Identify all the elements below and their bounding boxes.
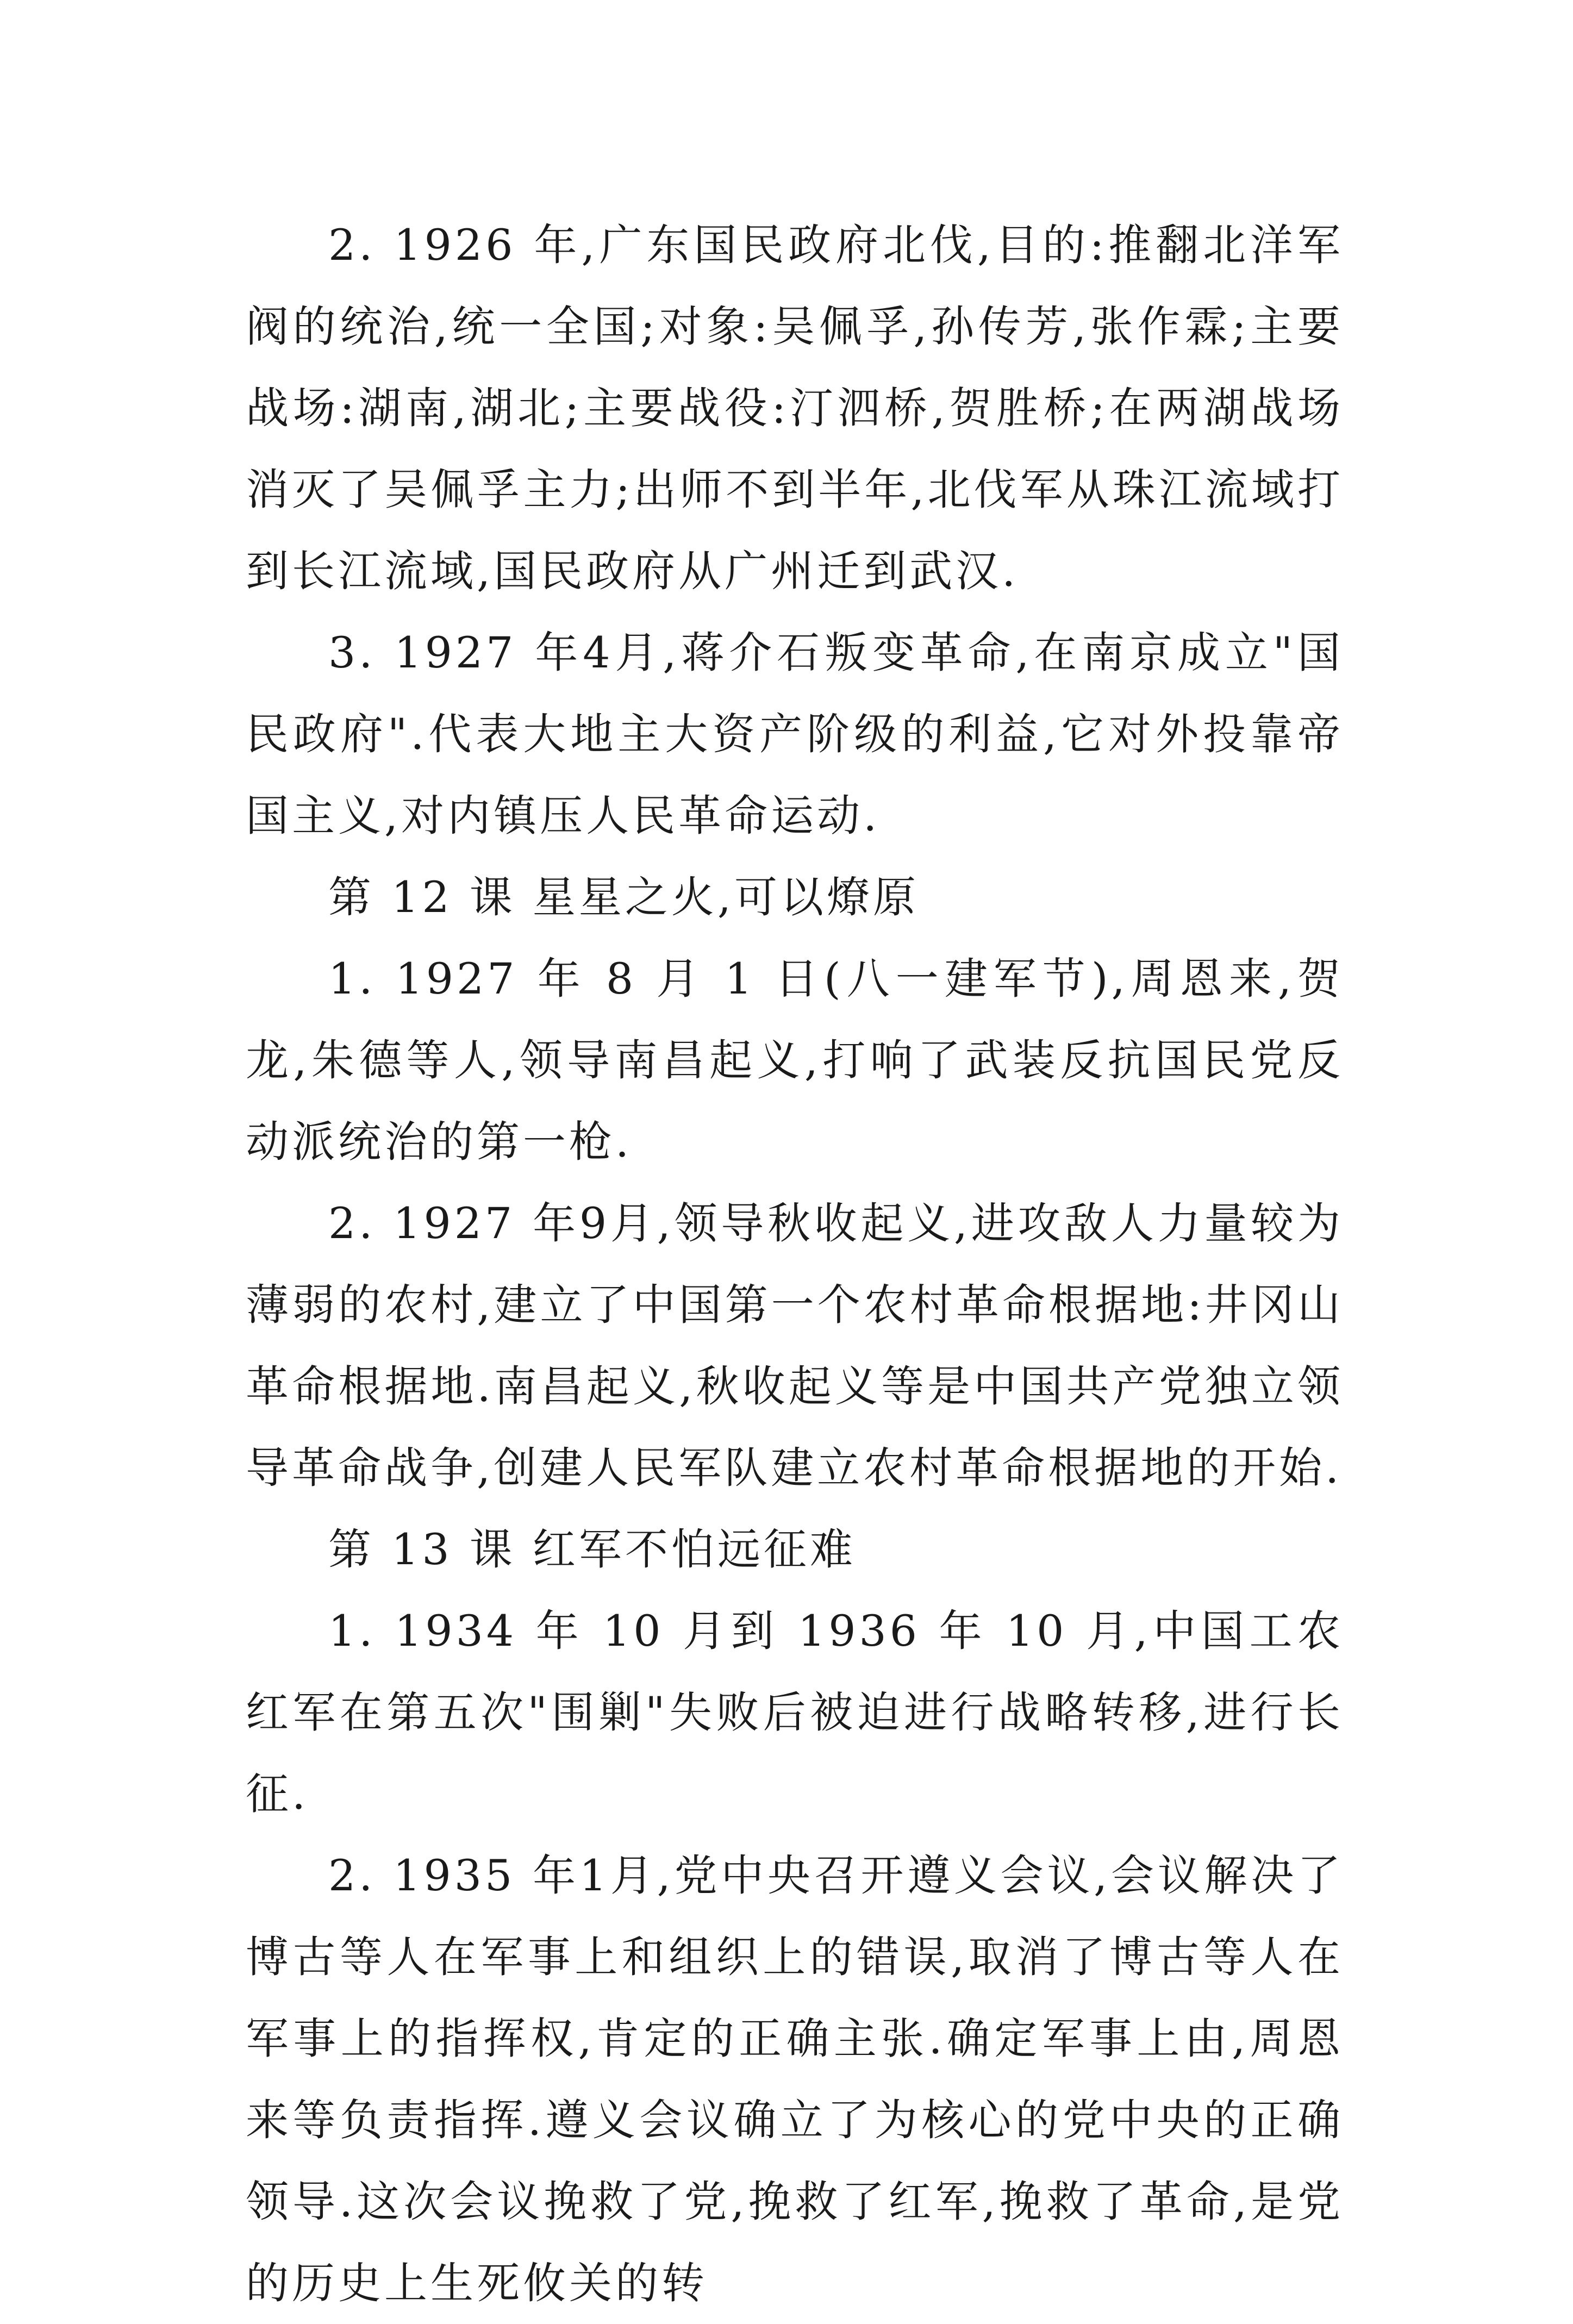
- document-body: [246, 204, 1344, 2324]
- lesson-13-heading: 第 13 课 红军不怕远征难: [328, 1525, 856, 1575]
- paragraph-nanchang-uprising: 1. 1927 年 8 月 1 日(八一建军节),周恩来,贺龙,朱德等人,领导南昌起义,打响了武装反抗国民党反动派统治的第一枪.: [246, 954, 1344, 1167]
- paragraph-nanjing-government: 3. 1927 年4月,蒋介石叛变革命,在南京成立"国民政府".代表大地主大资产阶级的利益,它对外投靠帝国主义,对内镇压人民革命运动.: [246, 628, 1344, 841]
- lesson-12-heading: 第 12 课 星星之火,可以燎原: [328, 872, 919, 922]
- paragraph-long-march: 1. 1934 年 10 月到 1936 年 10 月,中国工农红军在第五次"围剿"失败后被迫进行战略转移,进行长征.: [246, 1606, 1344, 1819]
- paragraph-autumn-harvest-uprising: 2. 1927 年9月,领导秋收起义,进攻敌人力量较为薄弱的农村,建立了中国第一个农村革命根据地:井冈山革命根据地.南昌起义,秋收起义等是中国共产党独立领导革命战争,创建人民军队建立农村革命根据地的开始.: [246, 1198, 1344, 1493]
- paragraph-northern-expedition: 2. 1926 年,广东国民政府北伐,目的:推翻北洋军阀的统治,统一全国;对象:吴佩孚,孙传芳,张作霖;主要战场:湖南,湖北;主要战役:汀泗桥,贺胜桥;在两湖战场消灭了吴佩孚主力;出师不到半年,北伐军从珠江流域打到长江流域,国民政府从广州迁到武汉.: [246, 220, 1344, 596]
- paragraph-zunyi-conference: 2. 1935 年1月,党中央召开遵义会议,会议解决了博古等人在军事上和组织上的错误,取消了博古等人在军事上的指挥权,肯定的正确主张.确定军事上由,周恩来等负责指挥.遵义会议确立了为核心的党中央的正确领导.这次会议挽救了党,挽救了红军,挽救了革命,是党的历史上生死攸关的转: [246, 1851, 1344, 2308]
